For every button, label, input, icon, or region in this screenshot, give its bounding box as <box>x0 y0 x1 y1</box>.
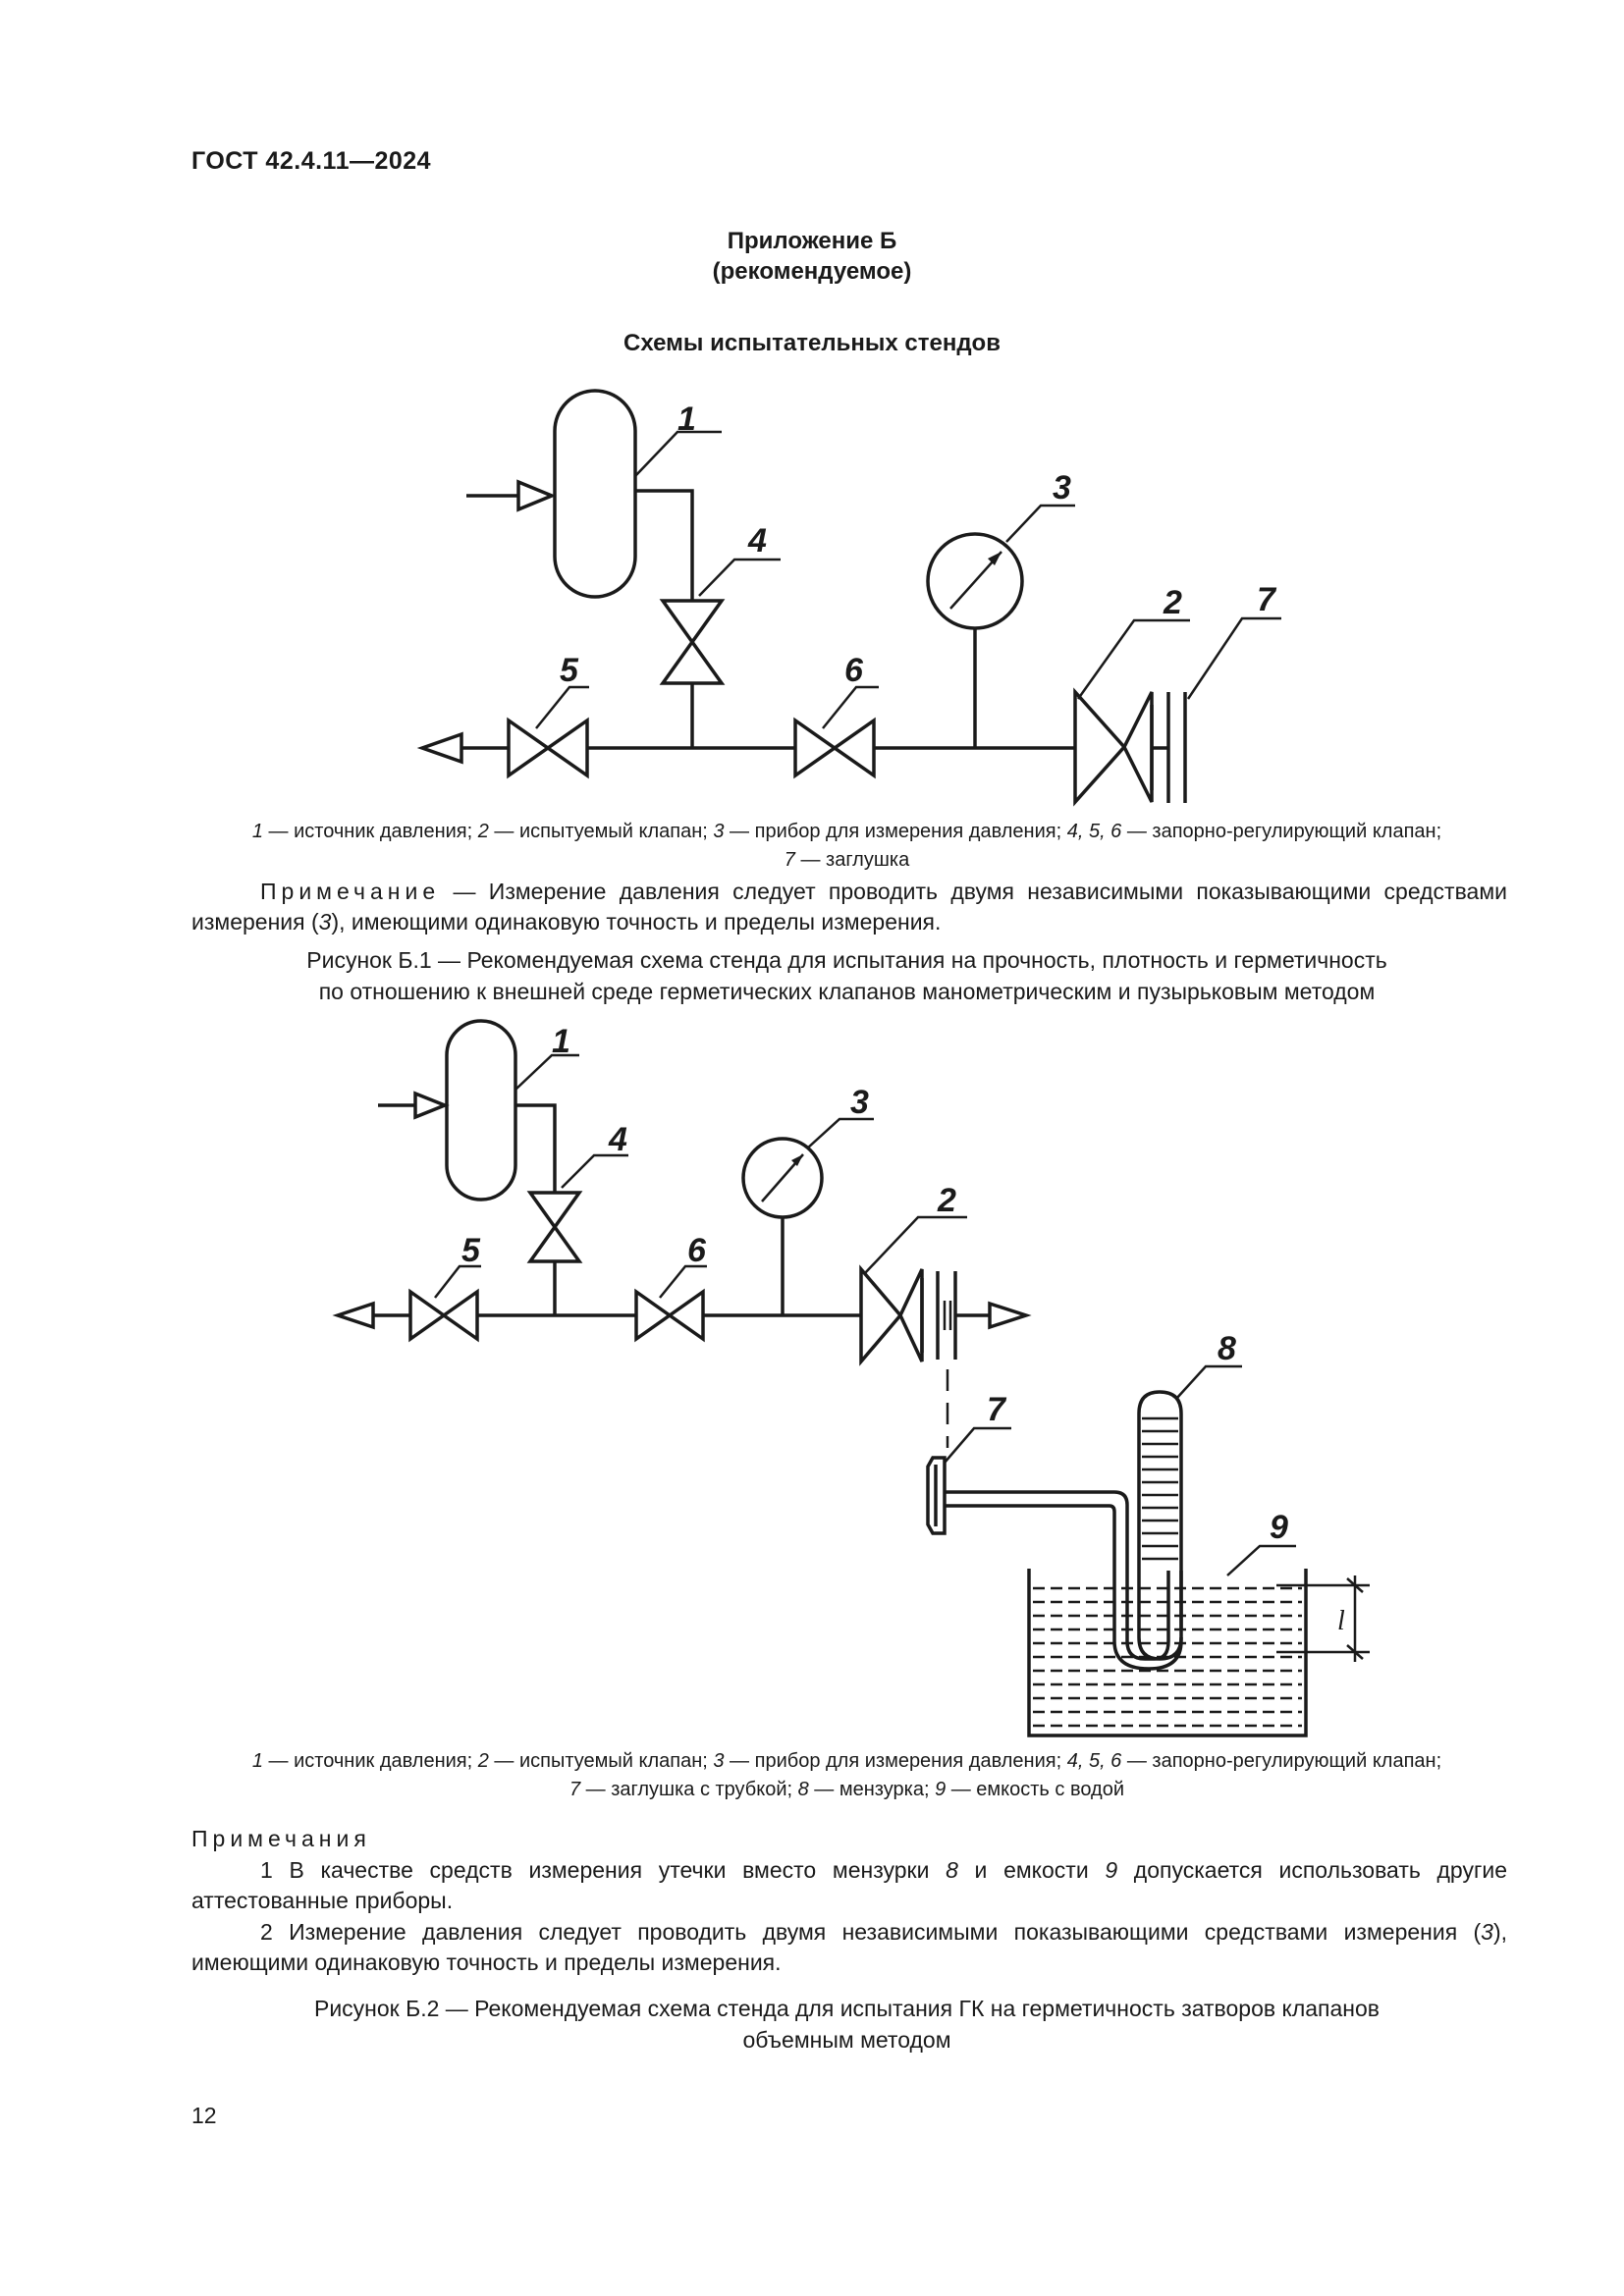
fig2-label-8: 8 <box>1218 1330 1236 1367</box>
tested-valve-left <box>861 1269 900 1362</box>
appendix-subtitle: (рекомендуемое) <box>712 258 912 285</box>
fig2-label-5: 5 <box>461 1232 480 1269</box>
appendix-heading: Схемы испытательных стендов <box>623 330 1001 356</box>
fig2-label-9: 9 <box>1270 1509 1288 1546</box>
legend-num: 3 <box>713 821 725 842</box>
page-number: 12 <box>191 2103 217 2128</box>
legend-text: — заглушка <box>794 849 910 871</box>
fig1-label-5: 5 <box>560 652 578 689</box>
legend-text: — испытуемый клапан; <box>488 821 714 842</box>
inlet-arrow-icon <box>415 1094 445 1117</box>
note-text: 2 Измерение давления следует проводить двумя независимыми показывающими средствами измерения ( <box>260 1919 1482 1945</box>
figure-1-caption-line1: Рисунок Б.1 — Рекомендуемая схема стенда для испытания на прочность, плотность и герметичность <box>306 947 1387 973</box>
figure-2-legend <box>187 1747 1507 1804</box>
fig2-label-1: 1 <box>552 1023 570 1060</box>
legend-num: 2 <box>477 1750 489 1772</box>
legend-num: 2 <box>477 821 489 842</box>
legend-text: — запорно-регулирующий клапан; <box>1121 1750 1442 1772</box>
note-text: 1 В качестве средств измерения утечки вместо мензурки <box>260 1857 947 1883</box>
note-ref: 9 <box>1105 1857 1118 1883</box>
legend-num: 8 <box>797 1779 809 1800</box>
legend-num: 1 <box>251 821 263 842</box>
fig2-label-3: 3 <box>850 1084 869 1121</box>
note-ref: 3 <box>1481 1919 1493 1945</box>
note-text: допускается использовать другие аттестованные приборы. <box>191 1857 1507 1913</box>
fig1-label-3: 3 <box>1053 469 1071 507</box>
legend-num: 9 <box>935 1779 947 1800</box>
fig1-label-7: 7 <box>1257 581 1275 618</box>
legend-text: — прибор для измерения давления; <box>724 1750 1067 1772</box>
cylinder-graduations <box>1142 1418 1178 1559</box>
valve-6-right <box>670 1292 703 1339</box>
legend-text: — заглушка с трубкой; <box>580 1779 798 1800</box>
fig2-label-4: 4 <box>609 1121 627 1158</box>
outlet-arrow-right-icon <box>990 1304 1026 1327</box>
fig1-label-2: 2 <box>1164 584 1182 621</box>
legend-text: — источник давления; <box>262 821 478 842</box>
legend-text: — емкость с водой <box>946 1779 1125 1800</box>
dimension-label-l: l <box>1337 1606 1345 1636</box>
valve-6-left <box>636 1292 670 1339</box>
note-text: ), имеющими одинаковую точность и пределы измерения. <box>331 909 942 934</box>
valve-4-lower <box>530 1227 579 1261</box>
legend-num: 7 <box>568 1779 581 1800</box>
figure-2-caption-line2: объемным методом <box>742 2027 951 2053</box>
document-header: ГОСТ 42.4.11—2024 <box>191 147 432 175</box>
legend-num: 4, 5, 6 <box>1066 1750 1122 1772</box>
valve-4-upper <box>530 1193 579 1227</box>
note-ref: 3 <box>318 909 332 934</box>
legend-text: — запорно-регулирующий клапан; <box>1121 821 1442 842</box>
fig1-label-1: 1 <box>677 400 696 438</box>
fig2-label-6: 6 <box>687 1232 706 1269</box>
figure-1-caption-line2: по отношению к внешней среде герметических клапанов манометрическим и пузырьковым методом <box>318 979 1376 1004</box>
legend-text: — испытуемый клапан; <box>488 1750 714 1772</box>
legend-num: 7 <box>784 849 795 871</box>
note-label: Примечание <box>260 879 441 904</box>
legend-text: — мензурка; <box>808 1779 936 1800</box>
fig1-label-6: 6 <box>844 652 863 689</box>
notes-label: Примечания <box>191 1826 371 1851</box>
figure-2-note-2 <box>191 1917 1507 1978</box>
valve-5-left <box>410 1292 444 1339</box>
tested-valve-right <box>900 1269 922 1362</box>
fig2-label-7: 7 <box>987 1391 1005 1428</box>
appendix-title: Приложение Б <box>727 228 897 254</box>
figure-2-caption-line1: Рисунок Б.2 — Рекомендуемая схема стенда для испытания ГК на герметичность затворов клапанов <box>313 1996 1380 2021</box>
figure-2-note-1 <box>191 1855 1507 1916</box>
note-text: — Измерение давления следует проводить двумя независимыми показывающими средствами измерения ( <box>191 879 1507 934</box>
note-ref: 8 <box>946 1857 958 1883</box>
pressure-source-vessel <box>447 1021 515 1200</box>
legend-num: 1 <box>251 1750 263 1772</box>
legend-text: — прибор для измерения давления; <box>724 821 1067 842</box>
valve-5-right <box>444 1292 477 1339</box>
figure-2-notes-label <box>191 1824 1507 1854</box>
note-text: и емкости <box>957 1857 1106 1883</box>
legend-num: 3 <box>713 1750 725 1772</box>
outlet-arrow-icon <box>338 1304 373 1327</box>
legend-num: 4, 5, 6 <box>1066 821 1122 842</box>
fig1-label-4: 4 <box>748 522 767 560</box>
legend-text: — источник давления; <box>262 1750 478 1772</box>
note-text: ), имеющими одинаковую точность и пределы измерения. <box>191 1919 1507 1975</box>
fig2-label-2: 2 <box>938 1182 956 1219</box>
